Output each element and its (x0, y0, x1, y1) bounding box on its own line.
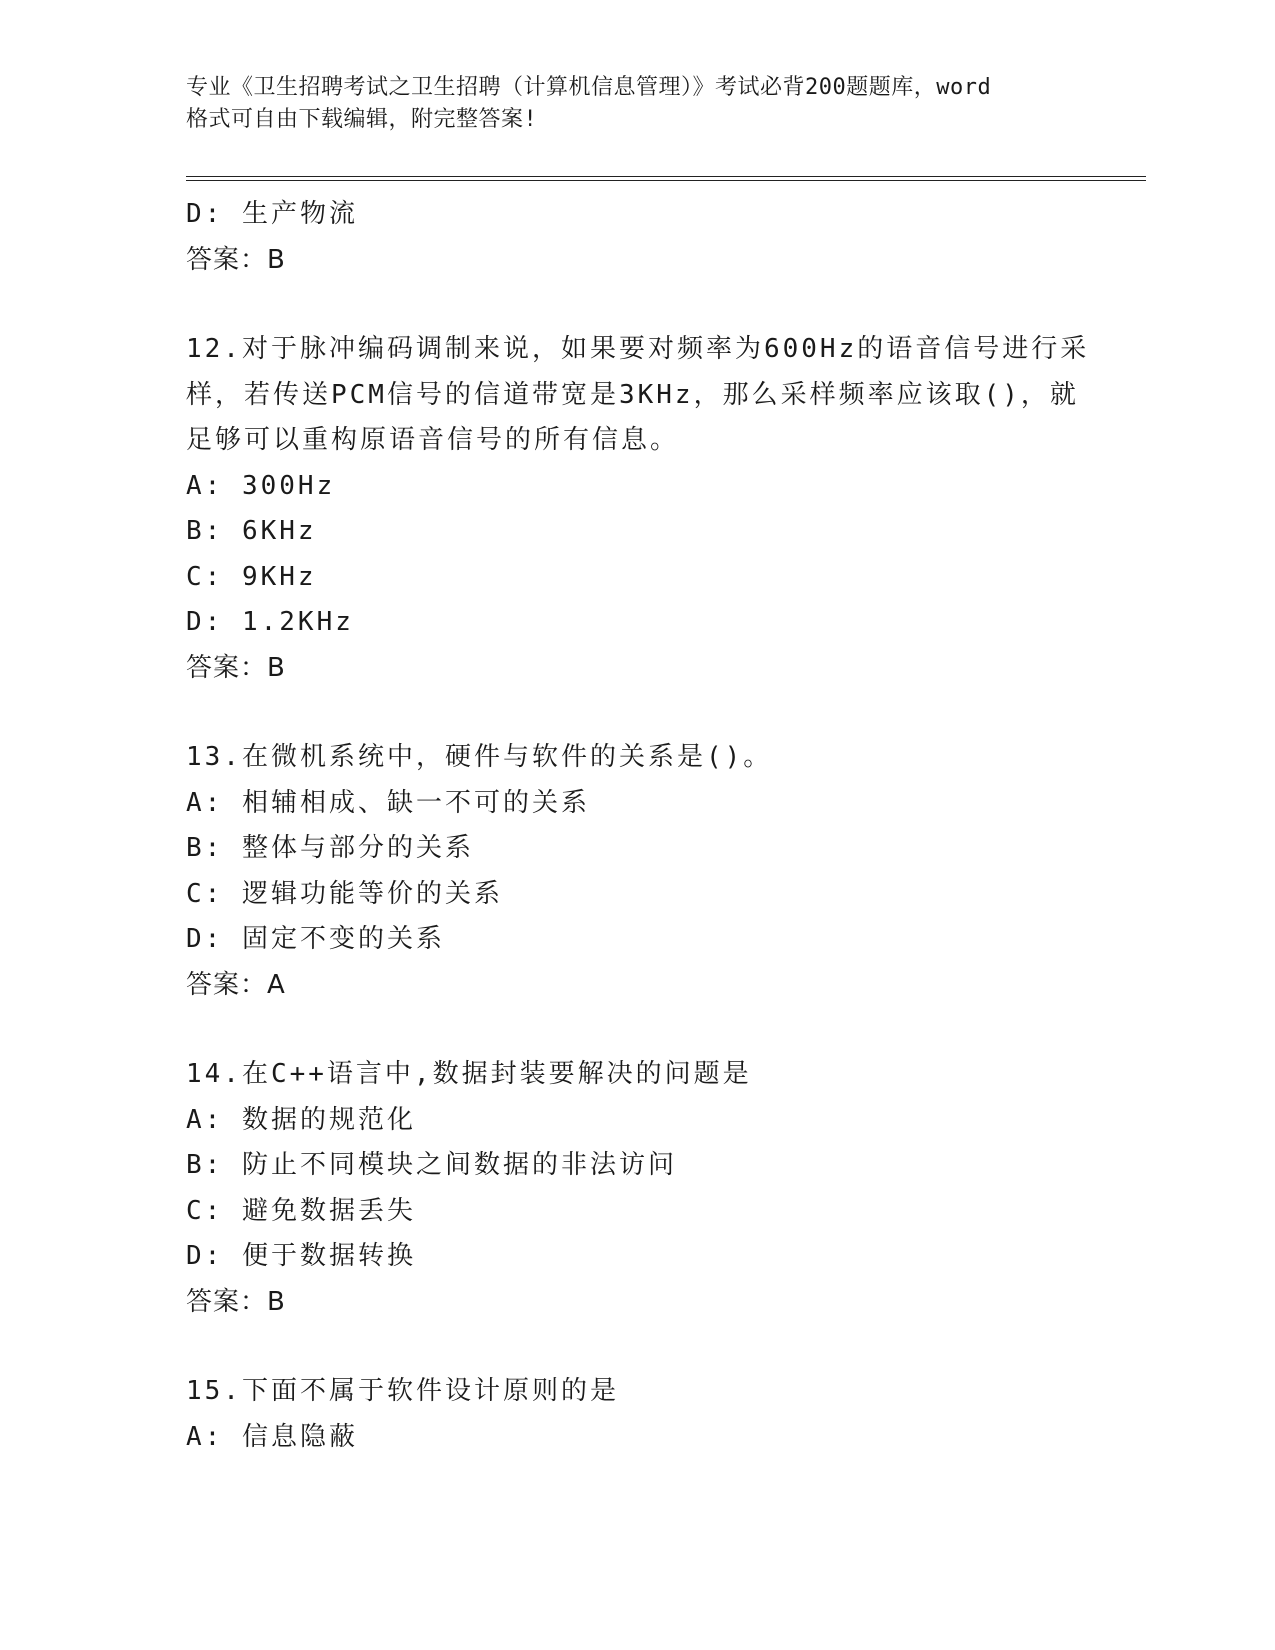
spacer (186, 1325, 1086, 1369)
option-b: B: 防止不同模块之间数据的非法访问 (186, 1150, 677, 1180)
option-b: B: 6KHz (186, 516, 317, 546)
option-a: A: 数据的规范化 (186, 1104, 416, 1135)
question-text-line: 14.在C++语言中,数据封装要解决的问题是 (186, 1059, 752, 1089)
option-d: D: 固定不变的关系 (186, 924, 445, 954)
spacer (186, 691, 1086, 735)
question-12 (186, 327, 1090, 691)
option-c: C: 避免数据丢失 (186, 1195, 416, 1226)
question-text-line: 12.对于脉冲编码调制来说，如果要对频率为600Hz的语音信号进行采 (186, 334, 1090, 364)
option-d: D: 生产物流 (186, 199, 358, 229)
answer: 答案：B (186, 244, 286, 275)
question-content (186, 192, 1090, 1460)
question-text-line: 足够可以重构原语音信号的所有信息。 (186, 425, 680, 455)
header-rule-top (186, 176, 1146, 177)
option-d: D: 便于数据转换 (186, 1241, 416, 1271)
option-d: D: 1.2KHz (186, 607, 354, 637)
question-text-line: 15.下面不属于软件设计原则的是 (186, 1376, 619, 1406)
question-13 (186, 735, 1086, 1008)
option-a: A: 300Hz (186, 470, 336, 501)
previous-question-tail (186, 192, 1086, 283)
question-text-line: 13.在微机系统中，硬件与软件的关系是()。 (186, 742, 773, 772)
option-a: A: 信息隐蔽 (186, 1421, 358, 1452)
option-c: C: 逻辑功能等价的关系 (186, 878, 503, 909)
question-text-line: 样，若传送PCM信号的信道带宽是3KHz，那么采样频率应该取()，就 (186, 379, 1079, 410)
answer: 答案：B (186, 652, 286, 683)
spacer (186, 283, 1086, 327)
header-line-2: 格式可自由下载编辑，附完整答案! (186, 107, 538, 132)
header-rule-bottom (186, 180, 1146, 181)
question-15 (186, 1369, 1086, 1460)
answer: 答案：A (186, 969, 286, 1000)
question-14 (186, 1052, 1086, 1325)
option-b: B: 整体与部分的关系 (186, 833, 474, 863)
spacer (186, 1008, 1086, 1052)
option-a: A: 相辅相成、缺一不可的关系 (186, 787, 590, 818)
header-line-1: 专业《卫生招聘考试之卫生招聘（计算机信息管理）》考试必背200题题库，word (186, 75, 992, 100)
page-header (186, 72, 1086, 136)
answer: 答案：B (186, 1286, 286, 1317)
option-c: C: 9KHz (186, 561, 317, 592)
